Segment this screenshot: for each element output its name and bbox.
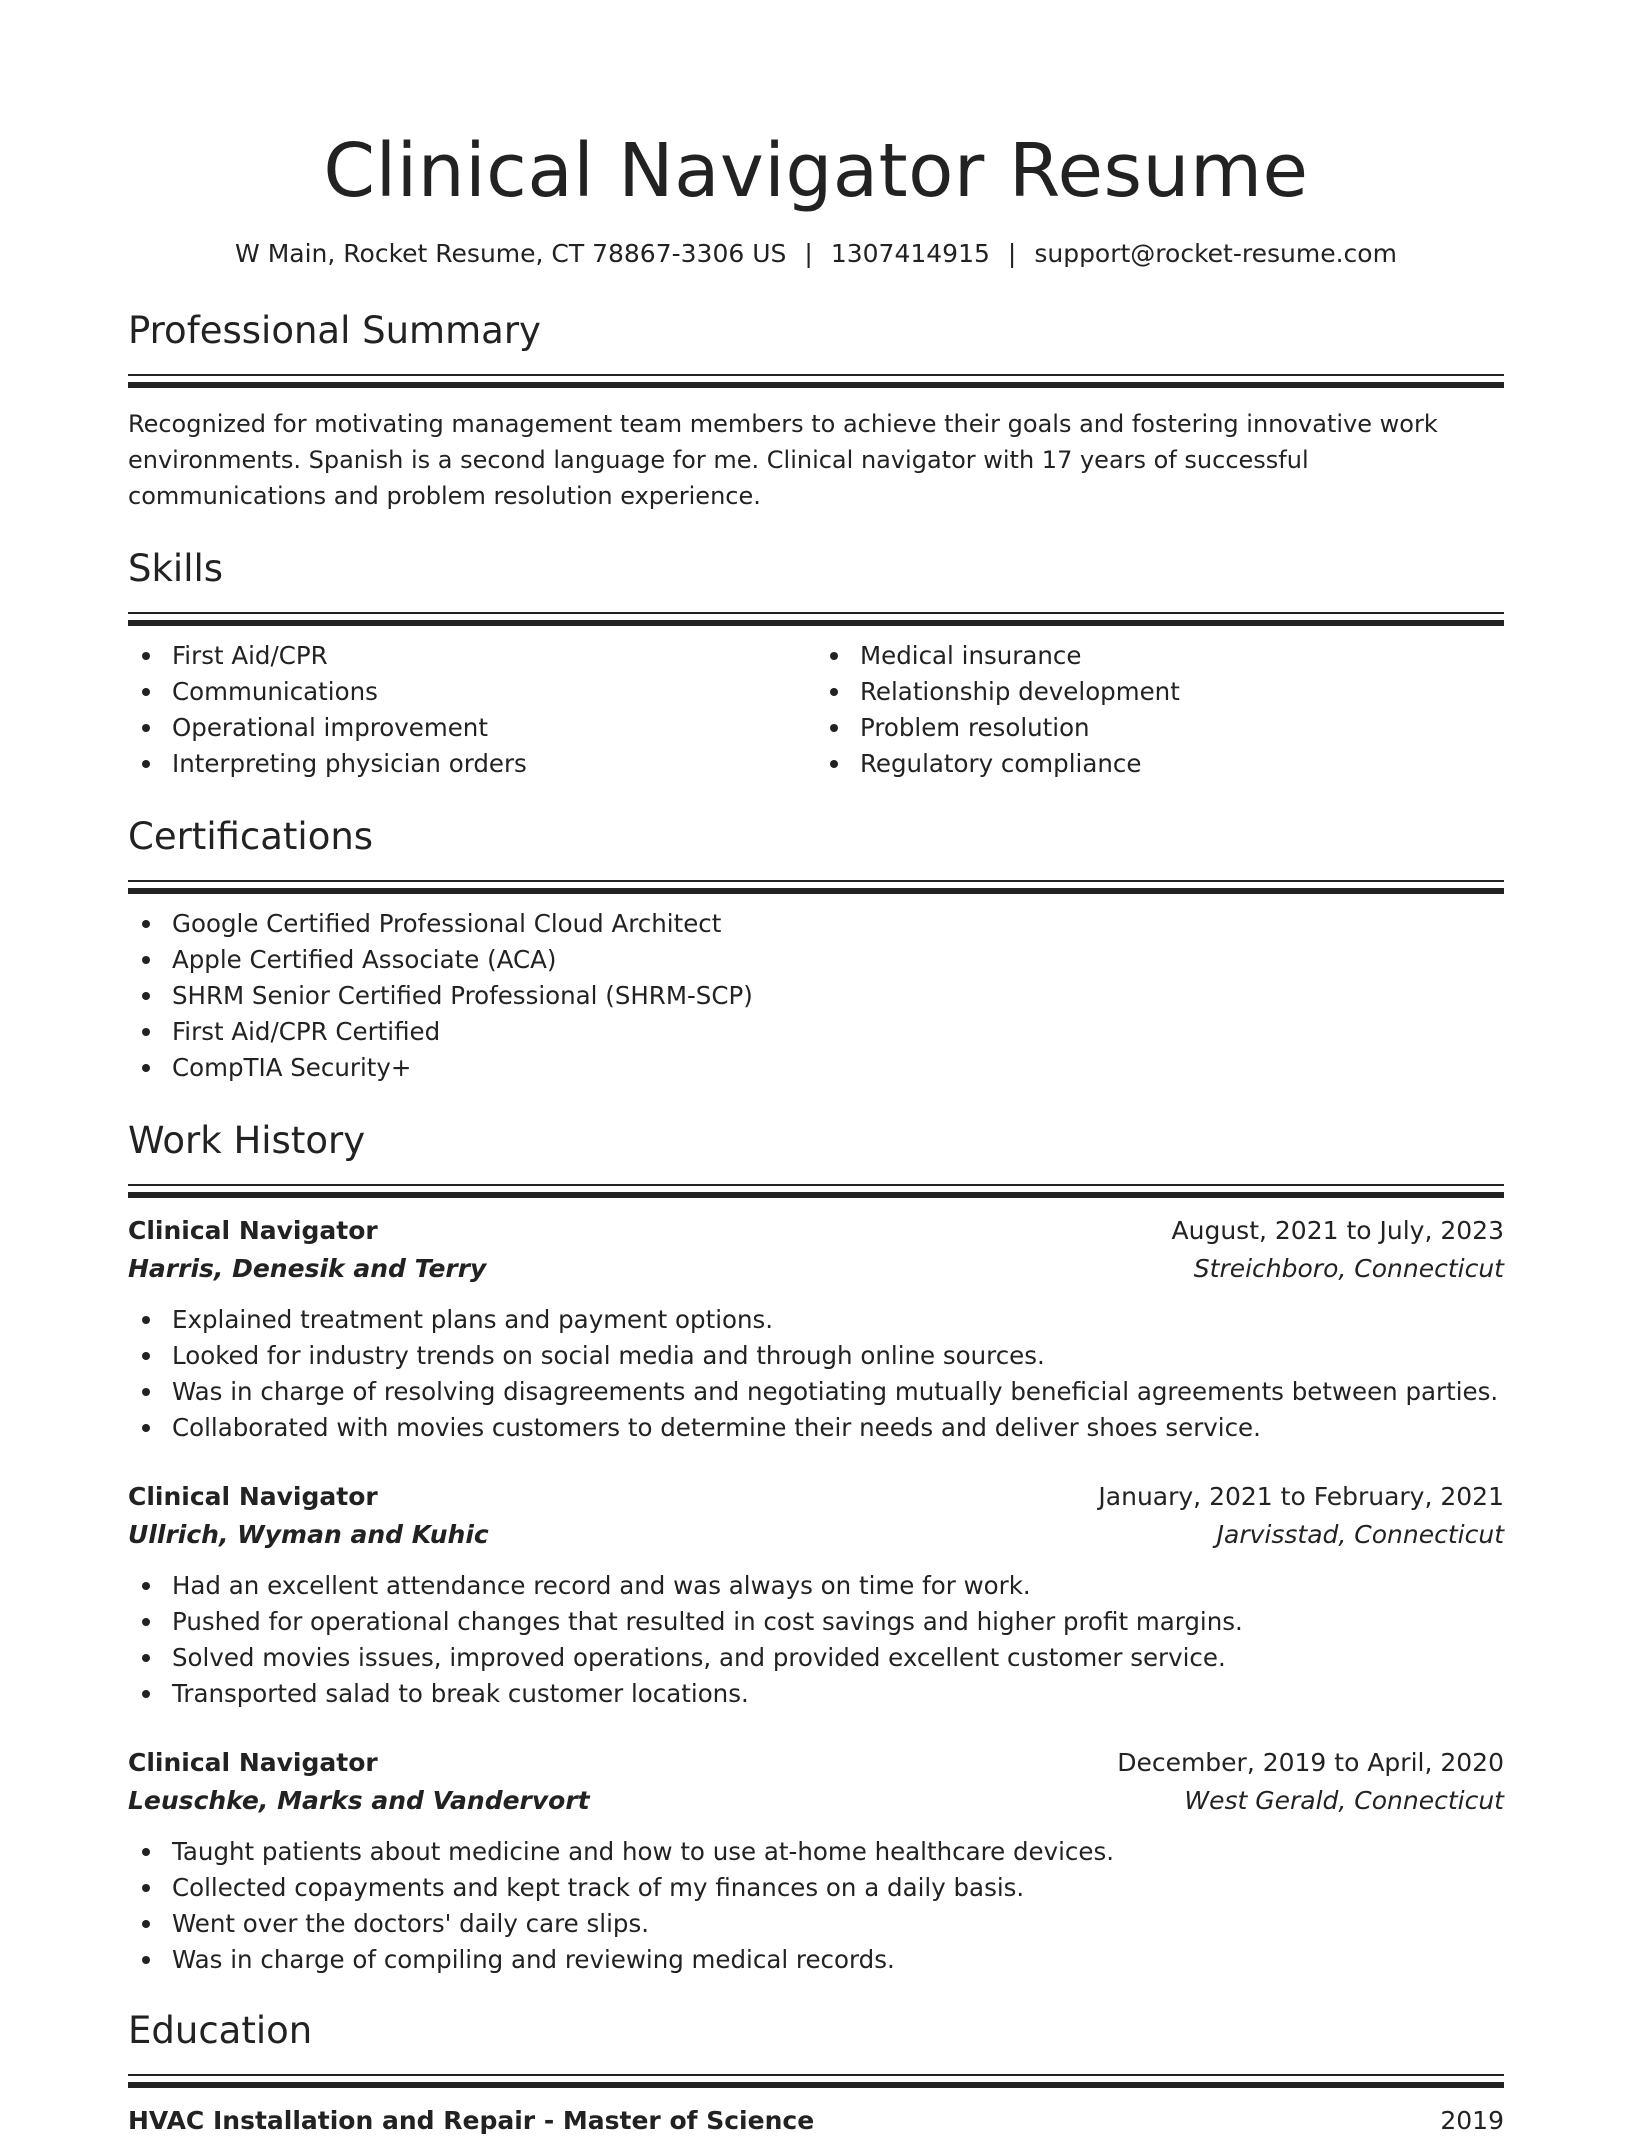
bullet-icon bbox=[142, 920, 150, 928]
section-heading-summary: Professional Summary bbox=[128, 309, 541, 352]
skill-item: Problem resolution bbox=[816, 710, 1504, 746]
skill-item: Communications bbox=[128, 674, 816, 710]
skills-section bbox=[128, 544, 1504, 782]
bullet-icon bbox=[830, 688, 838, 696]
section-divider-thick bbox=[128, 888, 1504, 894]
summary-text: Recognized for motivating management team members to achieve their goals and fostering innovative work environments. Spanish is a second language for me. Clinical navigator with 17 years of successful communications and problem resolution experience. bbox=[128, 410, 1438, 510]
job-duties bbox=[128, 1834, 1504, 1978]
certifications-list bbox=[128, 906, 1504, 1086]
certifications-section bbox=[128, 812, 1504, 1086]
section-divider-thick bbox=[128, 1192, 1504, 1198]
certification-item: Apple Certified Associate (ACA) bbox=[128, 942, 1504, 978]
job-dates: August, 2021 to July, 2023 bbox=[1171, 1216, 1504, 1245]
bullet-icon bbox=[142, 724, 150, 732]
bullet-icon bbox=[142, 1618, 150, 1626]
job-header bbox=[128, 1478, 1504, 1516]
contact-phone: 1307414915 bbox=[830, 239, 990, 268]
skill-item: First Aid/CPR bbox=[128, 638, 816, 674]
section-divider bbox=[128, 1184, 1504, 1186]
bullet-icon bbox=[142, 1956, 150, 1964]
job-title: Clinical Navigator bbox=[128, 1482, 378, 1511]
skills-column-right bbox=[816, 638, 1504, 782]
certification-item: Google Certified Professional Cloud Architect bbox=[128, 906, 1504, 942]
section-heading-certifications: Certifications bbox=[128, 815, 374, 858]
section-divider-thick bbox=[128, 382, 1504, 388]
contact-separator: | bbox=[1007, 239, 1017, 268]
job-location: Jarvisstad, Connecticut bbox=[1216, 1520, 1504, 1549]
contact-line bbox=[128, 238, 1504, 270]
section-heading-skills: Skills bbox=[128, 547, 224, 590]
job-dates: January, 2021 to February, 2021 bbox=[1098, 1482, 1504, 1511]
education-year: 2019 bbox=[1440, 2106, 1504, 2135]
work-history-section bbox=[128, 1116, 1504, 1978]
certification-item: CompTIA Security+ bbox=[128, 1050, 1504, 1086]
education-degree: HVAC Installation and Repair - Master of Science bbox=[128, 2106, 815, 2135]
job-entry bbox=[128, 1478, 1504, 1712]
skill-item: Interpreting physician orders bbox=[128, 746, 816, 782]
bullet-icon bbox=[830, 760, 838, 768]
contact-separator: | bbox=[804, 239, 813, 268]
bullet-icon bbox=[142, 1884, 150, 1892]
job-location: West Gerald, Connecticut bbox=[1184, 1786, 1504, 1815]
skill-item: Medical insurance bbox=[816, 638, 1504, 674]
job-duty-item: Was in charge of compiling and reviewing medical records. bbox=[128, 1942, 1504, 1978]
resume-title: Clinical Navigator Resume bbox=[323, 128, 1309, 214]
bullet-icon bbox=[142, 1316, 150, 1324]
job-entry bbox=[128, 1744, 1504, 1978]
job-duty-item: Collaborated with movies customers to determine their needs and deliver shoes service. bbox=[128, 1410, 1504, 1446]
skills-grid bbox=[128, 638, 1504, 782]
job-duties bbox=[128, 1302, 1504, 1446]
bullet-icon bbox=[142, 1064, 150, 1072]
bullet-icon bbox=[142, 1690, 150, 1698]
skill-item: Operational improvement bbox=[128, 710, 816, 746]
section-divider-thick bbox=[128, 2082, 1504, 2088]
certification-item: SHRM Senior Certified Professional (SHRM-SCP) bbox=[128, 978, 1504, 1014]
job-duty-item: Transported salad to break customer locations. bbox=[128, 1676, 1504, 1712]
job-duty-item: Collected copayments and kept track of my finances on a daily basis. bbox=[128, 1870, 1504, 1906]
bullet-icon bbox=[142, 1848, 150, 1856]
bullet-icon bbox=[142, 992, 150, 1000]
job-entry bbox=[128, 1212, 1504, 1446]
skill-item: Regulatory compliance bbox=[816, 746, 1504, 782]
job-duty-item: Solved movies issues, improved operations, and provided excellent customer service. bbox=[128, 1640, 1504, 1676]
bullet-icon bbox=[142, 1028, 150, 1036]
skill-item: Relationship development bbox=[816, 674, 1504, 710]
job-header bbox=[128, 1744, 1504, 1782]
contact-address: W Main, Rocket Resume, CT 78867-3306 US bbox=[235, 239, 787, 268]
bullet-icon bbox=[142, 652, 150, 660]
contact-email: support@rocket-resume.com bbox=[1034, 239, 1397, 268]
bullet-icon bbox=[142, 1424, 150, 1432]
summary-section bbox=[128, 306, 1504, 514]
bullet-icon bbox=[142, 1352, 150, 1360]
section-heading-education: Education bbox=[128, 2009, 313, 2052]
bullet-icon bbox=[142, 1582, 150, 1590]
bullet-icon bbox=[142, 1388, 150, 1396]
bullet-icon bbox=[830, 652, 838, 660]
skills-column-left bbox=[128, 638, 816, 782]
job-duty-item: Looked for industry trends on social media and through online sources. bbox=[128, 1338, 1504, 1374]
bullet-icon bbox=[142, 1920, 150, 1928]
job-company: Ullrich, Wyman and Kuhic bbox=[128, 1520, 489, 1549]
job-location: Streichboro, Connecticut bbox=[1193, 1254, 1504, 1283]
section-heading-work-history: Work History bbox=[128, 1119, 366, 1162]
bullet-icon bbox=[830, 724, 838, 732]
job-title: Clinical Navigator bbox=[128, 1216, 378, 1245]
certification-item: First Aid/CPR Certified bbox=[128, 1014, 1504, 1050]
job-company: Harris, Denesik and Terry bbox=[128, 1254, 487, 1283]
job-duty-item: Had an excellent attendance record and was always on time for work. bbox=[128, 1568, 1504, 1604]
job-duty-item: Was in charge of resolving disagreements and negotiating mutually beneficial agreements between parties. bbox=[128, 1374, 1504, 1410]
job-subheader bbox=[128, 1250, 1504, 1288]
job-duties bbox=[128, 1568, 1504, 1712]
job-dates: December, 2019 to April, 2020 bbox=[1117, 1748, 1504, 1777]
bullet-icon bbox=[142, 1654, 150, 1662]
job-duty-item: Pushed for operational changes that resulted in cost savings and higher profit margins. bbox=[128, 1604, 1504, 1640]
section-divider bbox=[128, 612, 1504, 614]
job-duty-item: Taught patients about medicine and how to use at-home healthcare devices. bbox=[128, 1834, 1504, 1870]
job-company: Leuschke, Marks and Vandervort bbox=[128, 1786, 590, 1815]
education-entry bbox=[128, 2102, 1504, 2140]
bullet-icon bbox=[142, 760, 150, 768]
job-subheader bbox=[128, 1516, 1504, 1554]
bullet-icon bbox=[142, 688, 150, 696]
bullet-icon bbox=[142, 956, 150, 964]
section-divider bbox=[128, 374, 1504, 376]
job-header bbox=[128, 1212, 1504, 1250]
section-divider bbox=[128, 880, 1504, 882]
job-duty-item: Explained treatment plans and payment options. bbox=[128, 1302, 1504, 1338]
section-divider bbox=[128, 2074, 1504, 2076]
job-title: Clinical Navigator bbox=[128, 1748, 378, 1777]
section-divider-thick bbox=[128, 620, 1504, 626]
job-duty-item: Went over the doctors' daily care slips. bbox=[128, 1906, 1504, 1942]
education-section bbox=[128, 2006, 1504, 2140]
job-subheader bbox=[128, 1782, 1504, 1820]
